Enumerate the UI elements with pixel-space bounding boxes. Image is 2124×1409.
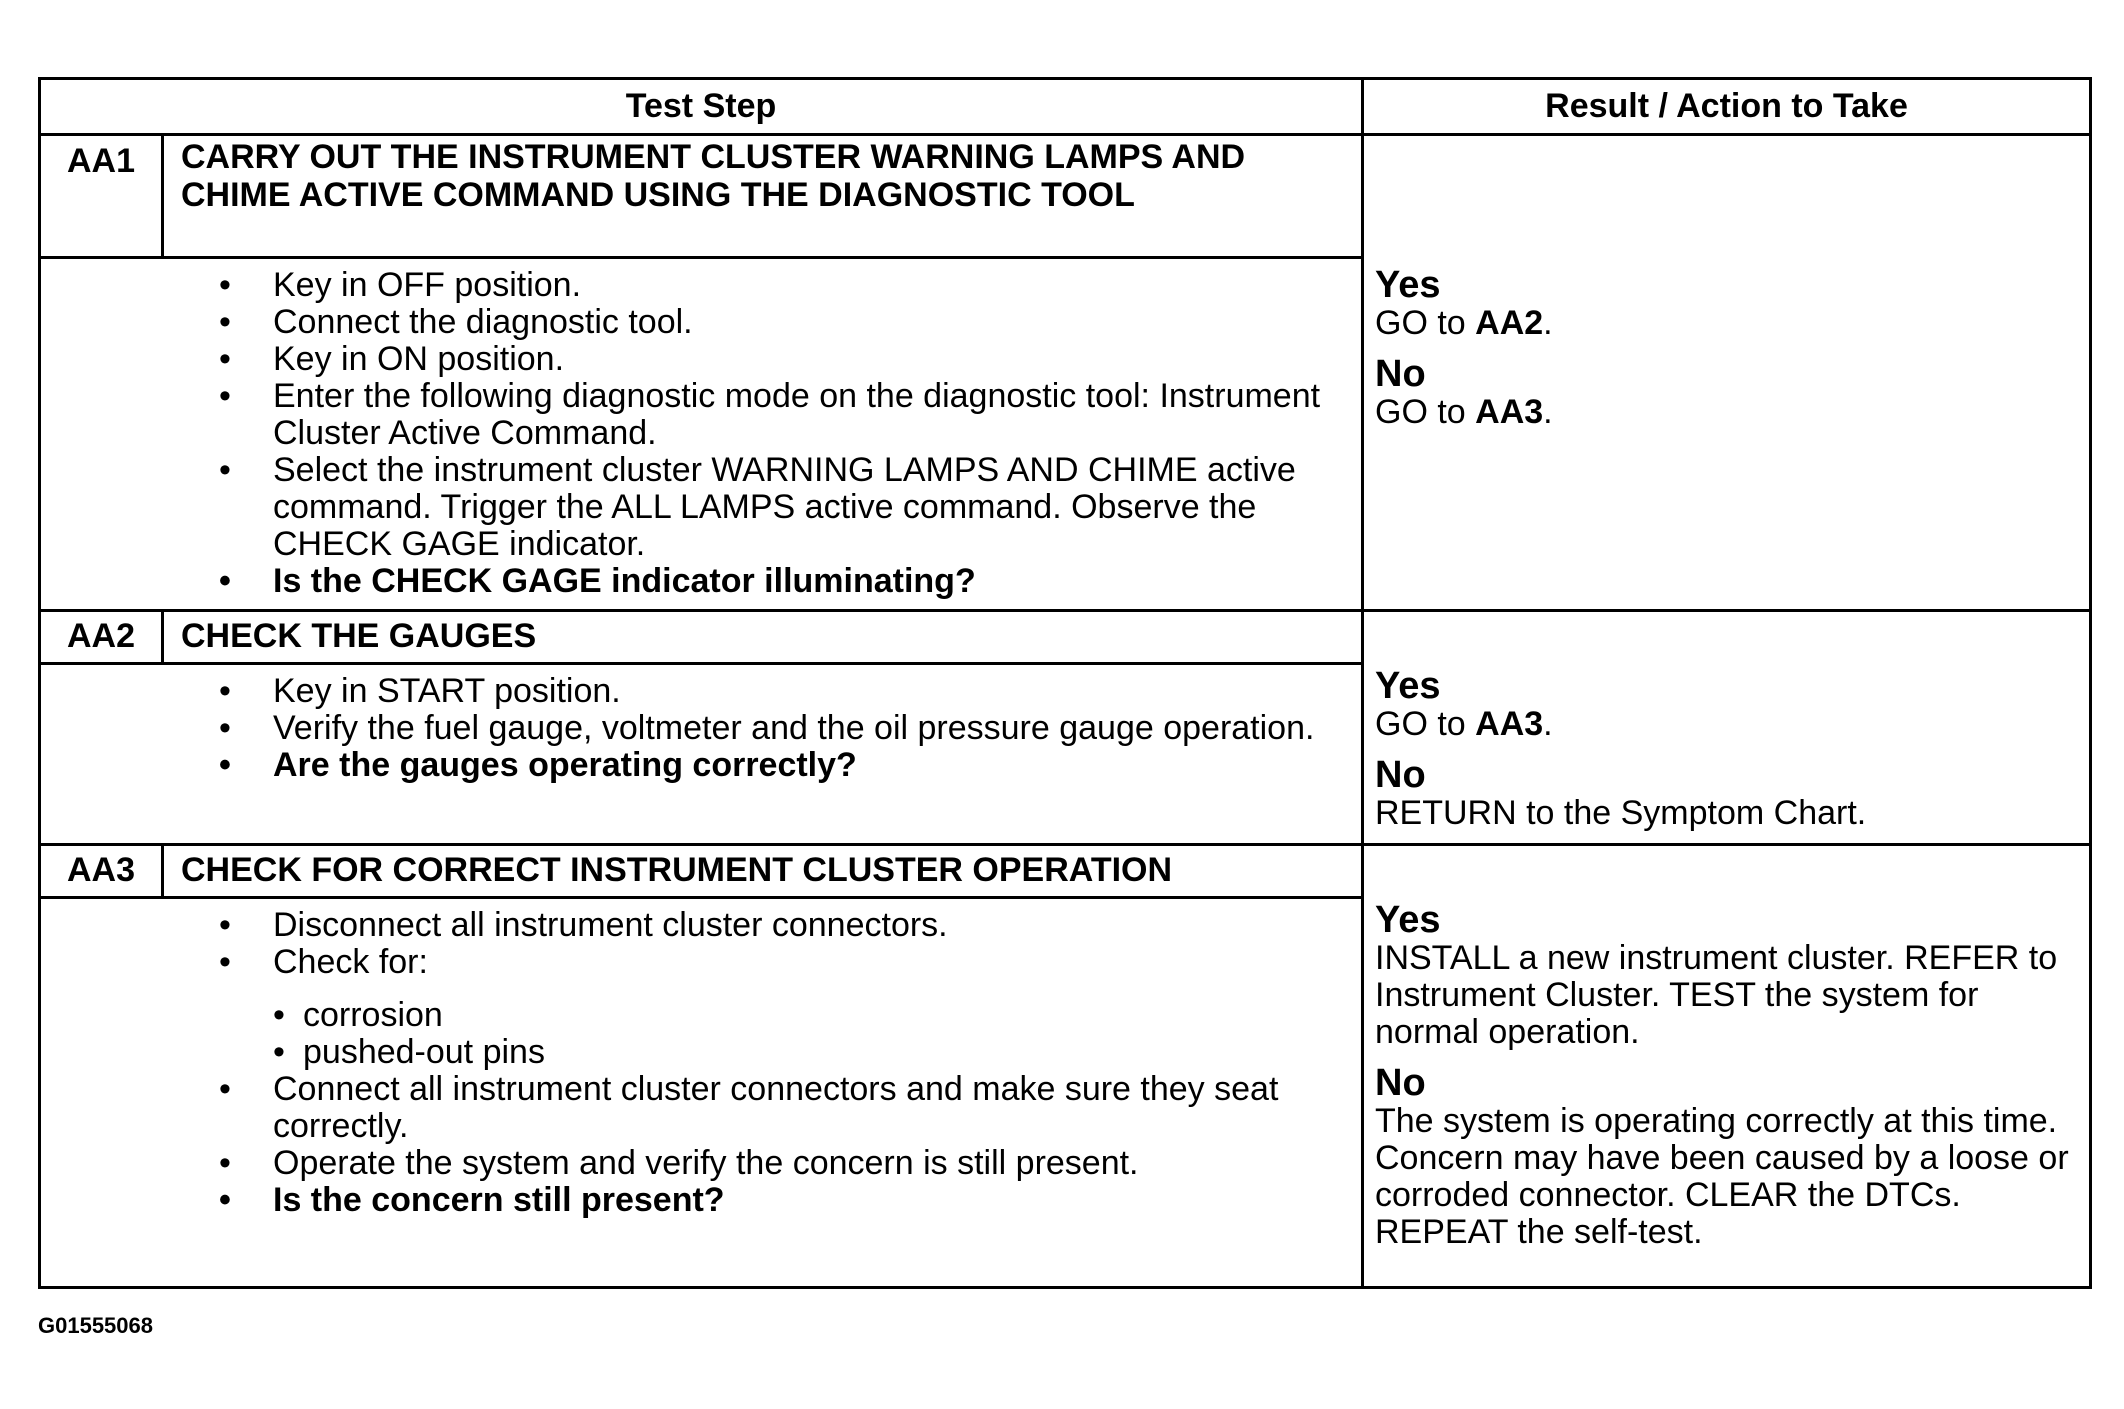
aa3-row-divider: [41, 843, 2089, 846]
step-title-aa3: CHECK FOR CORRECT INSTRUMENT CLUSTER OPERATION: [181, 851, 1173, 889]
step-title-aa1: CARRY OUT THE INSTRUMENT CLUSTER WARNING LAMPS AND CHIME ACTIVE COMMAND USING THE DIAGNOSTIC TOOL: [181, 138, 1246, 214]
aa2-row-divider: [41, 609, 2089, 612]
figure-id: G01555068: [38, 1313, 153, 1338]
question-item: • Is the concern still present?: [219, 1181, 725, 1219]
sub-item: • corrosion: [273, 996, 443, 1034]
list-item: • Connect the diagnostic tool.: [219, 303, 693, 341]
code-divider-aa1: [161, 133, 164, 256]
yes-label: Yes: [1375, 899, 1441, 941]
list-item: • Enter the following diagnostic mode on the diagnostic tool: Instrument Cluster Active Command.: [219, 377, 1321, 452]
aa1-title-divider: [41, 256, 1361, 259]
question-item: • Is the CHECK GAGE indicator illuminating?: [219, 562, 976, 600]
no-label: No: [1375, 353, 1426, 395]
no-action: The system is operating correctly at this time. Concern may have been caused by a loose or corroded connector. CLEAR the DTCs. REPEAT the self-test.: [1375, 1102, 2069, 1251]
list-item: • Check for:: [219, 943, 428, 981]
result-aa2: [1375, 666, 2085, 832]
header-test-step: Test Step: [625, 87, 777, 125]
list-item: • Disconnect all instrument cluster connectors.: [219, 906, 948, 944]
aa3-title-divider: [41, 896, 1361, 899]
list-item: • Key in OFF position.: [219, 266, 582, 304]
yes-action: GO to AA2.: [1375, 304, 1553, 342]
aa2-title-divider: [41, 662, 1361, 665]
code-divider-aa3: [161, 843, 164, 896]
yes-action: GO to AA3.: [1375, 705, 1553, 743]
step-title-aa2: CHECK THE GAUGES: [181, 617, 537, 655]
header-result-action: Result / Action to Take: [1545, 87, 1908, 125]
no-label: No: [1375, 754, 1426, 796]
code-divider-aa2: [161, 609, 164, 662]
step-code-aa1: AA1: [66, 142, 136, 180]
list-item: • Select the instrument cluster WARNING LAMPS AND CHIME active command. Trigger the ALL LAMPS active command. Observe the CHECK GAGE indicator.: [219, 451, 1296, 563]
no-action: RETURN to the Symptom Chart.: [1375, 794, 1867, 832]
question-item: • Are the gauges operating correctly?: [219, 746, 857, 784]
list-item: • Operate the system and verify the concern is still present.: [219, 1144, 1139, 1182]
result-aa3: [1375, 900, 2085, 1251]
diagnostic-table: [38, 77, 2092, 1289]
yes-label: Yes: [1375, 264, 1441, 306]
step-list-aa1: [181, 267, 1381, 600]
sub-item: • pushed-out pins: [273, 1033, 545, 1071]
yes-label: Yes: [1375, 665, 1441, 707]
step-list-aa2: [181, 673, 1381, 784]
list-item: • Connect all instrument cluster connectors and make sure they seat correctly.: [219, 1070, 1279, 1145]
no-label: No: [1375, 1062, 1426, 1104]
result-aa1: [1375, 265, 2085, 431]
list-item: • Key in START position.: [219, 672, 621, 710]
yes-action: INSTALL a new instrument cluster. REFER to Instrument Cluster. TEST the system for normal operation.: [1375, 939, 2058, 1051]
list-item: • Verify the fuel gauge, voltmeter and the oil pressure gauge operation.: [219, 709, 1315, 747]
list-item: • Key in ON position.: [219, 340, 565, 378]
step-list-aa3: [181, 907, 1381, 1219]
header-divider: [41, 133, 2089, 136]
no-action: GO to AA3.: [1375, 393, 1553, 431]
step-code-aa2: AA2: [66, 617, 136, 655]
step-code-aa3: AA3: [66, 851, 136, 889]
